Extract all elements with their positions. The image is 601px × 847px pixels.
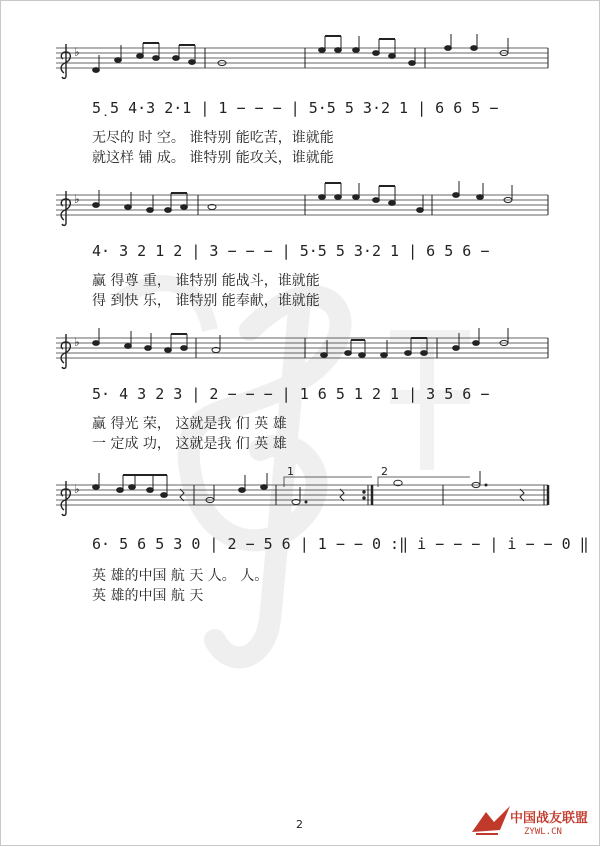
- flat-sign-icon: ♭: [74, 482, 80, 496]
- jianpu-line-3: 5· 4 3 2 3 | 2 − − − | 1 6 5 1 2 1 | 3 5 6 −: [92, 385, 490, 403]
- jianpu-line-2: 4· 3 2 1 2 | 3 − − − | 5·5 5 3·2 1 | 6 5 6 −: [92, 242, 490, 260]
- lyrics-verse-1-line-2: 赢 得尊 重， 谁特别 能战斗，谁就能: [92, 273, 320, 289]
- flat-sign-icon: ♭: [74, 45, 80, 59]
- treble-clef-icon: [61, 481, 70, 515]
- brand-url: ZYWL.CN: [524, 827, 562, 837]
- lyrics-verse-2-line-1: 就这样 铺 成。 谁特别 能攻关，谁就能: [92, 150, 334, 166]
- treble-clef-icon: [61, 191, 70, 225]
- lyrics-verse-2-line-2: 得 到快 乐， 谁特别 能奉献，谁就能: [92, 293, 320, 309]
- staff-system-1: [56, 34, 548, 78]
- volta-1-label: 1: [287, 465, 294, 478]
- flat-sign-icon: ♭: [74, 192, 80, 206]
- lyrics-verse-2-line-4: 英 雄的中国 航 天: [92, 588, 204, 604]
- volta-2-label: 2: [381, 465, 388, 478]
- jianpu-line-4: 6· 5 6 5 3 0 | 2 − 5 6 | 1 − − 0 :‖ i̇ − − − | i̇ − − 0 ‖: [92, 535, 589, 553]
- jianpu-line-1: 5̣ 5 4·3 2·1 | 1 − − − | 5·5 5 3·2 1 | 6 6 5 −: [92, 99, 499, 117]
- lyrics-verse-1-line-4: 英 雄的中国 航 天 人。 人。: [92, 568, 269, 584]
- lyrics-verse-1-line-3: 赢 得光 荣， 这就是我 们 英 雄: [92, 416, 287, 432]
- brand-name: 中国战友联盟: [510, 811, 589, 826]
- page-number: 2: [296, 818, 303, 831]
- lyrics-verse-1-line-1: 无尽的 时 空。 谁特别 能吃苦，谁就能: [92, 130, 334, 146]
- lyrics-verse-2-line-3: 一 定成 功， 这就是我 们 英 雄: [92, 436, 287, 452]
- flat-sign-icon: ♭: [74, 335, 80, 349]
- staff-system-2: [56, 181, 548, 225]
- volta-brackets: [284, 477, 470, 487]
- site-watermark: [472, 806, 588, 837]
- staff-lines: [56, 48, 548, 68]
- staff-system-3: [56, 328, 548, 368]
- staff-system-4: [56, 465, 548, 515]
- treble-clef-icon: [61, 334, 70, 368]
- eagle-logo-icon: [472, 806, 510, 834]
- treble-clef-icon: [61, 44, 70, 78]
